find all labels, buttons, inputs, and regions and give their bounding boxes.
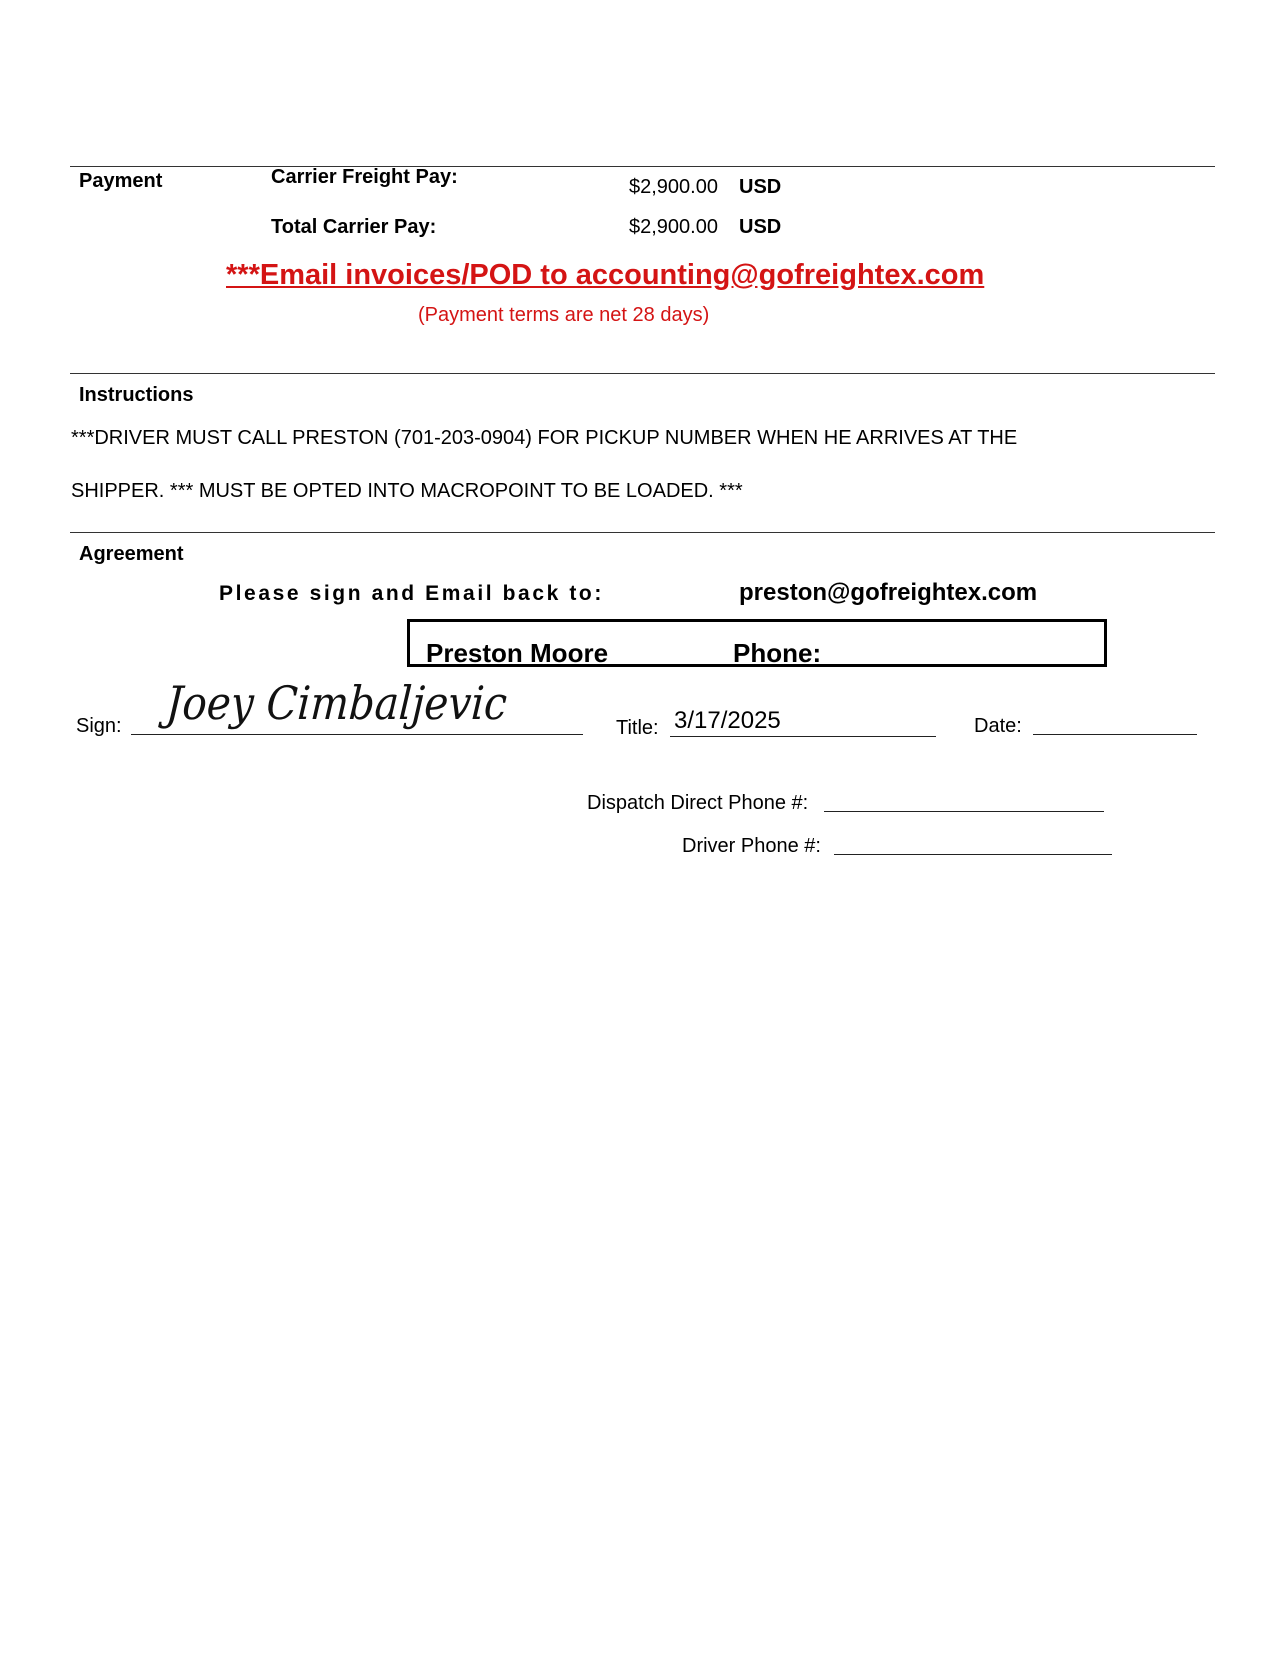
carrier-freight-pay-label: Carrier Freight Pay: (271, 166, 458, 188)
instructions-line-2: SHIPPER. *** MUST BE OPTED INTO MACROPOINT TO BE LOADED. *** (71, 480, 743, 502)
contact-phone-label: Phone: (733, 638, 822, 668)
total-carrier-pay-currency: USD (739, 216, 782, 238)
total-carrier-pay-amount: $2,900.00 (629, 216, 718, 238)
sign-line[interactable] (131, 734, 583, 735)
sign-label: Sign: (76, 715, 122, 737)
agreement-top-rule (70, 532, 1215, 533)
title-label: Title: (616, 717, 659, 739)
agreement-heading: Agreement (79, 543, 184, 565)
contact-name: Preston Moore (426, 638, 609, 668)
dispatch-phone-line[interactable] (824, 811, 1104, 812)
sign-and-email-address: preston@gofreightex.com (739, 579, 1038, 606)
instructions-top-rule (70, 373, 1215, 374)
title-value: 3/17/2025 (674, 707, 781, 734)
signature: Joey Cimbaljevic (164, 676, 509, 730)
payment-top-rule (70, 166, 1215, 167)
driver-phone-label: Driver Phone #: (682, 835, 821, 857)
dispatch-phone-label: Dispatch Direct Phone #: (587, 792, 809, 814)
instructions-heading: Instructions (79, 384, 194, 406)
total-carrier-pay-label: Total Carrier Pay: (271, 216, 437, 238)
title-line[interactable] (670, 736, 936, 737)
sign-and-email-label: Please sign and Email back to: (219, 582, 604, 605)
instructions-line-1: ***DRIVER MUST CALL PRESTON (701-203-0904) FOR PICKUP NUMBER WHEN HE ARRIVES AT THE (71, 427, 1018, 449)
payment-terms: (Payment terms are net 28 days) (418, 304, 710, 326)
date-line[interactable] (1033, 734, 1197, 735)
email-invoices-notice: ***Email invoices/POD to accounting@gofreightex.com (226, 259, 985, 291)
carrier-freight-pay-currency: USD (739, 176, 782, 198)
driver-phone-line[interactable] (834, 854, 1112, 855)
carrier-freight-pay-amount: $2,900.00 (629, 176, 718, 198)
date-label: Date: (974, 715, 1022, 737)
payment-heading: Payment (79, 170, 163, 192)
